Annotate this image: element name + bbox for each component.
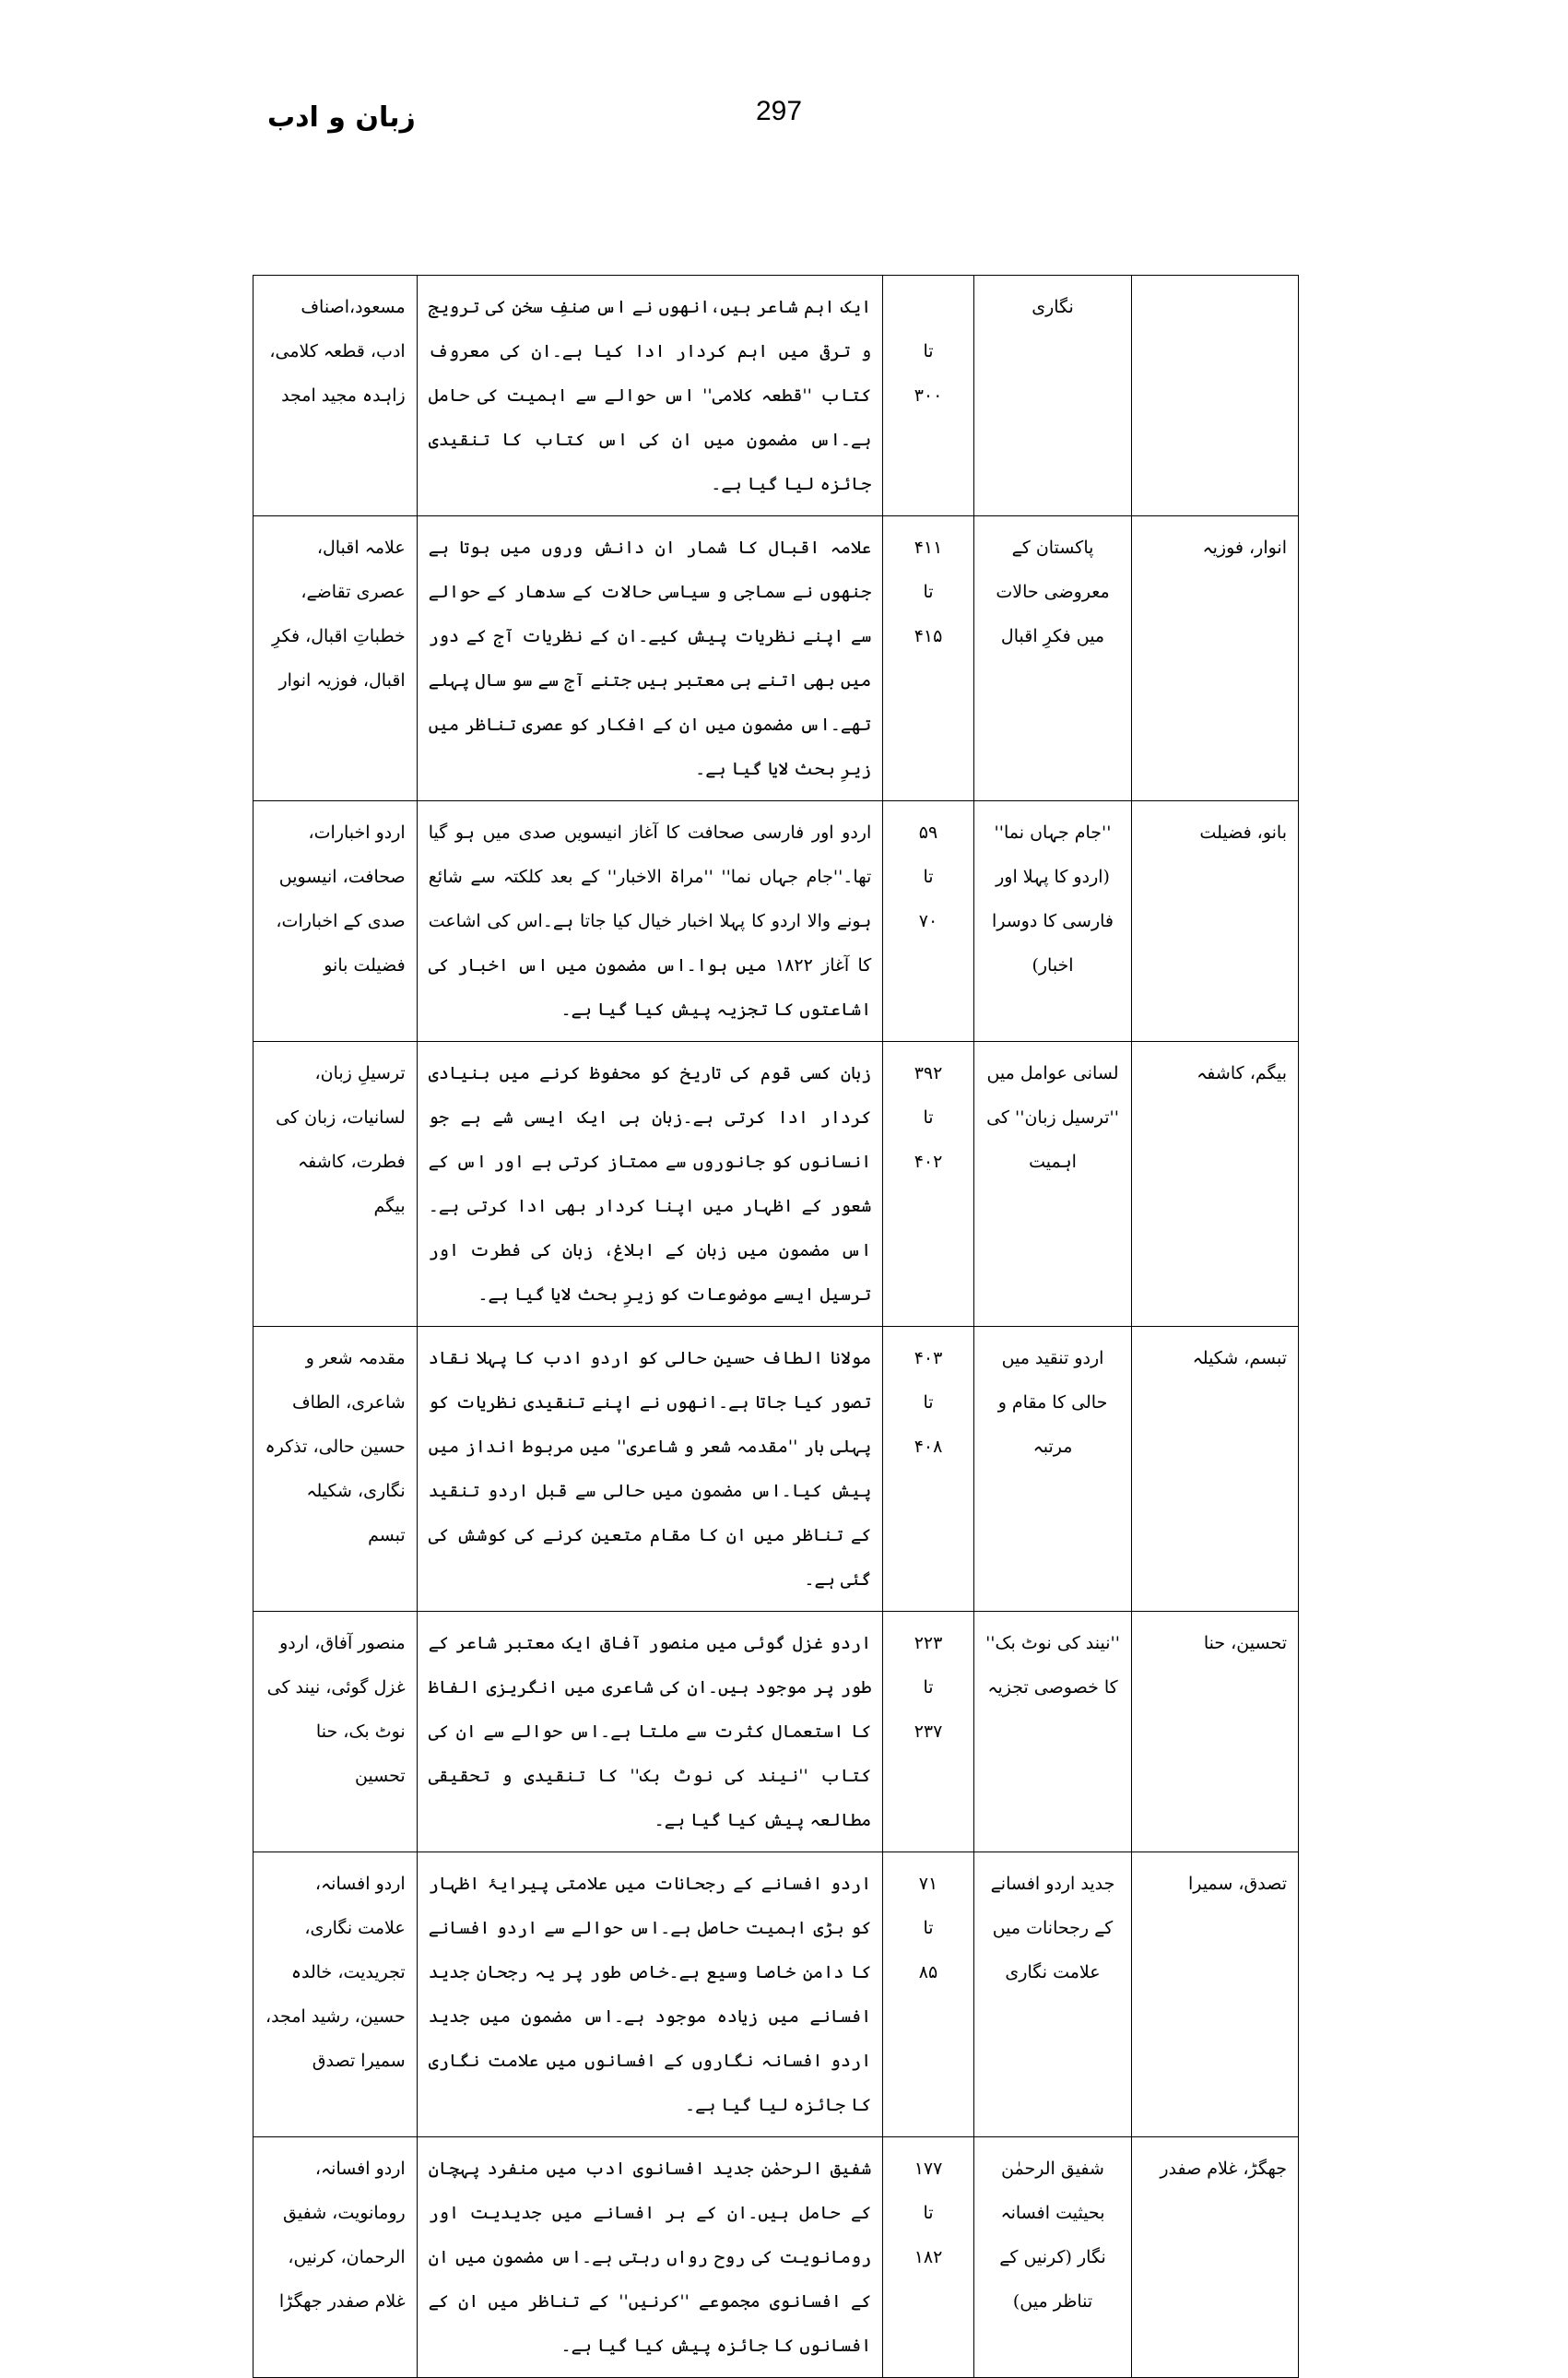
pages-cell — [883, 1612, 973, 1852]
page-to: تا — [923, 1677, 934, 1698]
title-cell: شفیق الرحمٰن بحیثیت افسانہ نگار (کرنیں کے تناظر میں) — [973, 2137, 1132, 2378]
title-cell: اردو تنقید میں حالی کا مقام و مرتبہ — [973, 1327, 1132, 1612]
page-end: ۴۰۸ — [914, 1437, 943, 1457]
table-row — [253, 1327, 1299, 1612]
page-to: تا — [923, 867, 934, 887]
keywords-cell: منصور آفاق، اردو غزل گوئی، نیند کی نوٹ بک، حنا تحسین — [253, 1612, 418, 1852]
page-start: ۴۰۳ — [914, 1348, 943, 1368]
pages-cell — [883, 1042, 973, 1327]
keywords-cell: علامہ اقبال، عصری تقاضے، خطباتِ اقبال، فکرِ اقبال، فوزیہ انوار — [253, 516, 418, 801]
table-row — [253, 1852, 1299, 2137]
keywords-cell: اردو افسانہ، رومانویت، شفیق الرحمان، کرنیں، غلام صفدر جھگڑا — [253, 2137, 418, 2378]
table-row — [253, 1042, 1299, 1327]
keywords-cell: مسعود،اصناف ادب، قطعہ کلامی، زاہدہ مجید امجد — [253, 276, 418, 516]
page-end: ۳۰۰ — [914, 385, 943, 406]
index-table — [253, 275, 1299, 2378]
author-cell: بانو، فضیلت — [1132, 801, 1299, 1042]
abstract-cell: شفیق الرحمٰن جدید افسانوی ادب میں منفرد پہچان کے حامل ہیں۔ان کے ہر افسانے میں جدیدیت اور رومانویت کی روح رواں رہتی ہے۔اس مضمون میں ان کے افسانوی مجموعے ''کرنیں'' کے تناظر میں ان کے افسانوں کا جائزہ پیش کیا گیا ہے۔ — [417, 2137, 883, 2378]
title-cell: پاکستان کے معروضی حالات میں فکرِ اقبال — [973, 516, 1132, 801]
keywords-cell: مقدمہ شعر و شاعری، الطاف حسین حالی، تذکرہ نگاری، شکیلہ تبسم — [253, 1327, 418, 1612]
page-start: ۱۷۷ — [914, 2159, 943, 2179]
table-row — [253, 801, 1299, 1042]
page-end: ۴۰۲ — [914, 1152, 943, 1172]
page-to: تا — [923, 582, 934, 602]
page-to: تا — [923, 1107, 934, 1128]
pages-cell — [883, 276, 973, 516]
abstract-cell: اردو غزل گوئی میں منصور آفاق ایک معتبر شاعر کے طور پر موجود ہیں۔ان کی شاعری میں انگریزی الفاظ کا استعمال کثرت سے ملتا ہے۔اس حوالے سے ان کی کتاب ''نیند کی نوٹ بک'' کا تنقیدی و تحقیقی مطالعہ پیش کیا گیا ہے۔ — [417, 1612, 883, 1852]
page-end: ۲۳۷ — [914, 1721, 943, 1742]
abstract-cell: اردو افسانے کے رجحانات میں علامتی پیرایۂ اظہار کو بڑی اہمیت حاصل ہے۔اس حوالے سے اردو افسانے کا دامن خاصا وسیع ہے۔خاص طور پر یہ رجحان جدید افسانے میں زیادہ موجود ہے۔اس مضمون میں جدید اردو افسانہ نگاروں کے افسانوں میں علامت نگاری کا جائزہ لیا گیا ہے۔ — [417, 1852, 883, 2137]
journal-title: زبان و ادب — [267, 101, 416, 134]
author-cell: تحسین، حنا — [1132, 1612, 1299, 1852]
page-to: تا — [923, 2203, 934, 2223]
page-end: ۷۰ — [918, 911, 938, 931]
keywords-cell: اردو اخبارات، صحافت، انیسویں صدی کے اخبارات، فضیلت بانو — [253, 801, 418, 1042]
page-start: ۷۱ — [918, 1874, 938, 1894]
author-cell: بیگم، کاشفہ — [1132, 1042, 1299, 1327]
page-end: ۴۱۵ — [914, 626, 943, 646]
keywords-cell: اردو افسانہ، علامت نگاری، تجریدیت، خالدہ حسین، رشید امجد، سمیرا تصدق — [253, 1852, 418, 2137]
pages-cell — [883, 2137, 973, 2378]
title-cell: جدید اردو افسانے کے رجحانات میں علامت نگاری — [973, 1852, 1132, 2137]
page-start — [894, 285, 961, 329]
abstract-cell: علامہ اقبال کا شمار ان دانش وروں میں ہوتا ہے جنھوں نے سماجی و سیاسی حالات کے سدھار کے حوالے سے اپنے نظریات پیش کیے۔ان کے نظریات آج کے دور میں بھی اتنے ہی معتبر ہیں جتنے آج سے سو سال پہلے تھے۔اس مضمون میں ان کے افکار کو عصری تناظر میں زیرِ بحث لایا گیا ہے۔ — [417, 516, 883, 801]
table-row — [253, 1612, 1299, 1852]
pages-cell — [883, 1327, 973, 1612]
table-row — [253, 516, 1299, 801]
pages-cell — [883, 801, 973, 1042]
pages-cell — [883, 1852, 973, 2137]
pages-cell — [883, 516, 973, 801]
table-row — [253, 2137, 1299, 2378]
table-row — [253, 276, 1299, 516]
page-number: 297 — [756, 96, 803, 126]
page-to: تا — [923, 1392, 934, 1413]
title-cell: نگاری — [973, 276, 1132, 516]
page-to: تا — [923, 1918, 934, 1938]
title-cell: ''نیند کی نوٹ بک'' کا خصوصی تجزیہ — [973, 1612, 1132, 1852]
abstract-cell: زبان کسی قوم کی تاریخ کو محفوظ کرنے میں بنیادی کردار ادا کرتی ہے۔زبان ہی ایک ایسی شے ہے جو انسانوں کو جانوروں سے ممتاز کرتی ہے اور اس کے شعور کے اظہار میں اپنا کردار بھی ادا کرتی ہے۔اس مضمون میں زبان کے ابلاغ، زبان کی فطرت اور ترسیل ایسے موضوعات کو زیرِ بحث لایا گیا ہے۔ — [417, 1042, 883, 1327]
abstract-cell: ایک اہم شاعر ہیں،انھوں نے اس صنفِ سخن کی ترویج و ترقی میں اہم کردار ادا کیا ہے۔ان کی معروف کتاب ''قطعہ کلامی'' اس حوالے سے اہمیت کی حامل ہے۔اس مضمون میں ان کی اس کتاب کا تنقیدی جائزہ لیا گیا ہے۔ — [417, 276, 883, 516]
abstract-cell: مولانا الطاف حسین حالی کو اردو ادب کا پہلا نقاد تصور کیا جاتا ہے۔انھوں نے اپنے تنقیدی نظریات کو پہلی بار ''مقدمہ شعر و شاعری'' میں مربوط انداز میں پیش کیا۔اس مضمون میں حالی سے قبل اردو تنقید کے تناظر میں ان کا مقام متعین کرنے کی کوشش کی گئی ہے۔ — [417, 1327, 883, 1612]
author-cell: تبسم، شکیلہ — [1132, 1327, 1299, 1612]
title-cell: لسانی عوامل میں ''ترسیل زبان'' کی اہمیت — [973, 1042, 1132, 1327]
title-cell: ''جام جہاں نما'' (اردو کا پہلا اور فارسی کا دوسرا اخبار) — [973, 801, 1132, 1042]
page-start: ۳۹۲ — [914, 1063, 943, 1083]
abstract-cell: اردو اور فارسی صحافت کا آغاز انیسویں صدی میں ہو گیا تھا۔''جام جہاں نما'' ''مراۃ الاخبار'' کے بعد کلکتہ سے شائع ہونے والا اردو کا پہلا اخبار خیال کیا جاتا ہے۔اس کی اشاعت کا آغاز ۱۸۲۲ میں ہوا۔اس مضمون میں اس اخبار کی اشاعتوں کا تجزیہ پیش کیا گیا ہے۔ — [417, 801, 883, 1042]
page-start: ۴۱۱ — [914, 538, 943, 558]
author-cell: انوار، فوزیہ — [1132, 516, 1299, 801]
page-end: ۸۵ — [918, 1962, 938, 1982]
keywords-cell: ترسیلِ زبان، لسانیات، زبان کی فطرت، کاشفہ بیگم — [253, 1042, 418, 1327]
author-cell: تصدق، سمیرا — [1132, 1852, 1299, 2137]
page-start: ۲۲۳ — [914, 1633, 943, 1653]
page-to: تا — [923, 341, 934, 361]
author-cell: جھگڑ، غلام صفدر — [1132, 2137, 1299, 2378]
page-end: ۱۸۲ — [914, 2247, 943, 2267]
author-cell — [1132, 276, 1299, 516]
page-start: ۵۹ — [918, 822, 938, 843]
